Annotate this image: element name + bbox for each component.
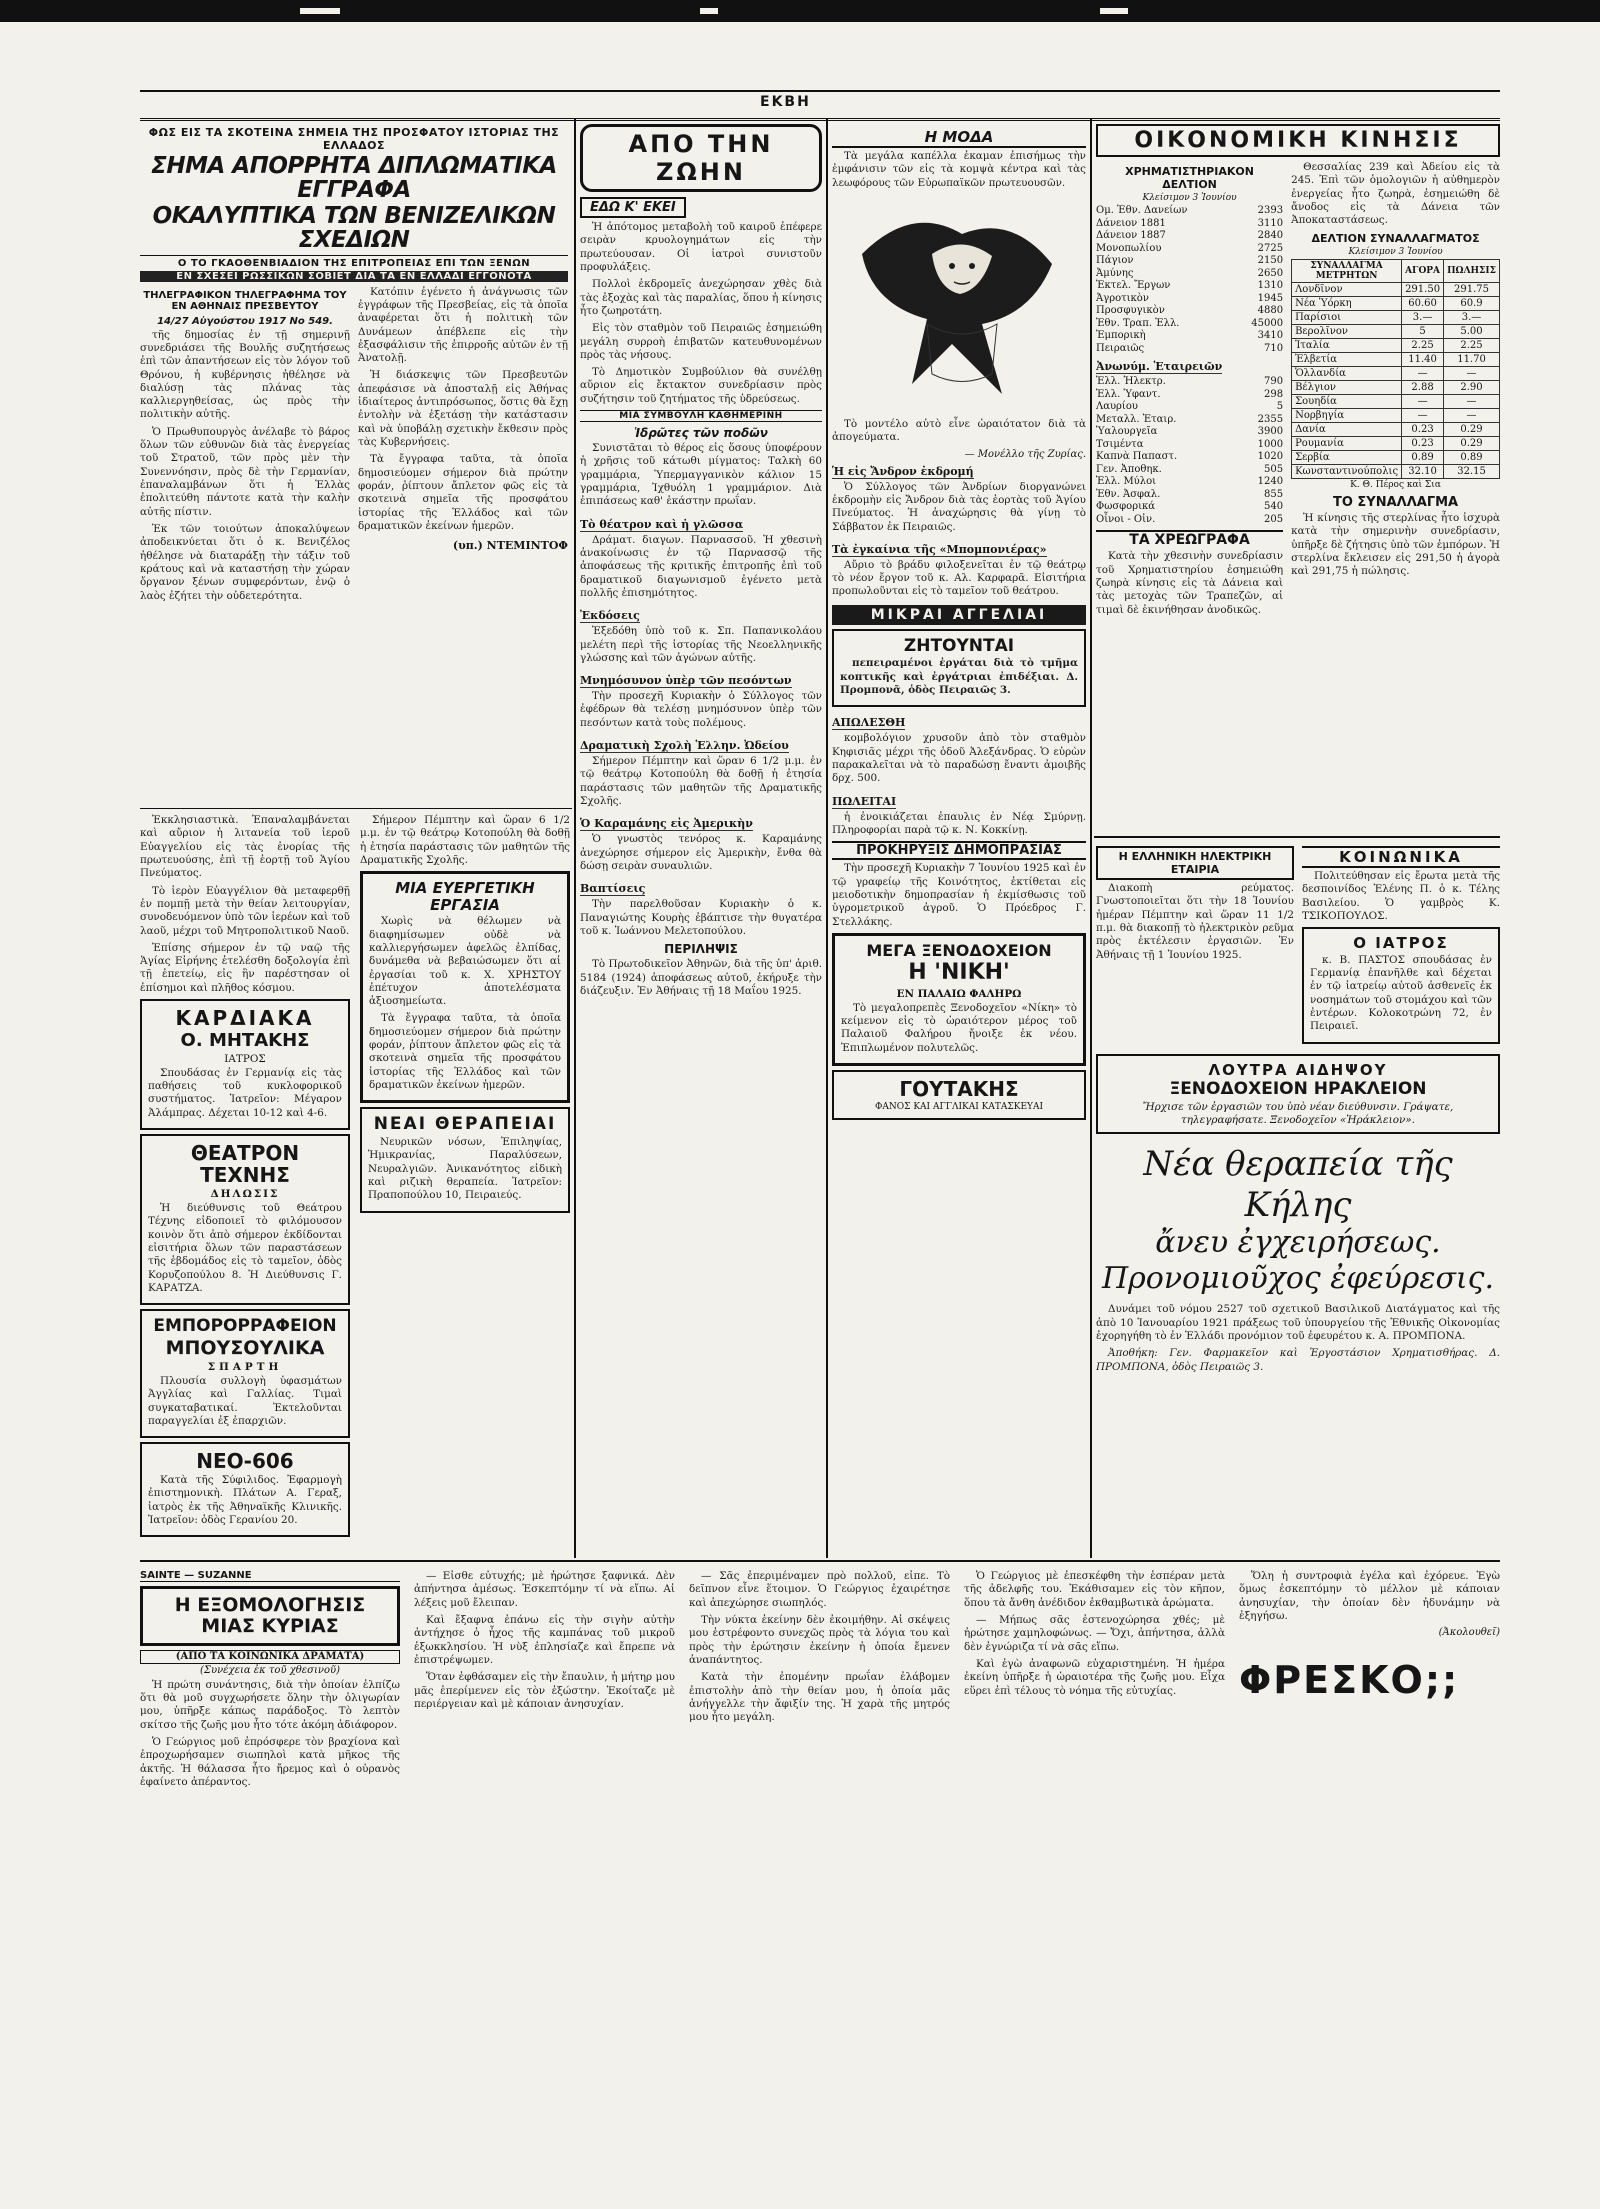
paragraph: — Εἶσθε εὐτυχής; μὲ ἠρώτησε ξαφνικά. Δὲν ἀπήντησα ἀμέσως. Ἐσκεπτόμην τί νὰ εἴπω. Αἱ λέξεις μοῦ ἔλειπαν. <box>414 1570 675 1609</box>
ad-title: Ο ΙΑΤΡΟΣ <box>1353 934 1449 953</box>
rate-row <box>1292 436 1500 450</box>
rate-value: 0.29 <box>1444 436 1500 450</box>
rate-row <box>1292 296 1500 310</box>
rate-row <box>1292 338 1500 352</box>
section-title: Μνημόσυνον ὑπὲρ τῶν πεσόντων <box>580 674 792 688</box>
small-ads-header <box>832 605 1086 625</box>
paragraph: Ὁ Πρωθυπουργὸς ἀνέλαβε τὸ βάρος ὅλων τῶν εὐθυνῶν διὰ τὰς ἐνεργείας τοῦ Στρατοῦ, τῶν πρὸς μὲν τὴν Συνεννόησιν, πρὸς δὲ τὴν Γερμανίαν, ἐπαναλαμβάνων ὅτι ἡ Ἑλλὰς ἐπολιτεύθη πάντοτε κατὰ τὴν καλὴν αὐτῆς πίστιν. <box>140 425 350 518</box>
bond-row: Δάνειον 1887 2840 <box>1096 230 1284 242</box>
feuilleton <box>140 1570 1500 2190</box>
rate-currency: Κωνσταντινούπολις <box>1292 464 1402 478</box>
paragraph: Καὶ ἐγὼ ἀναφωνῶ εὐχαριστημένη. Ἡ ἡμέρα ἐκείνη ὑπῆρξε ἡ ὡραιοτέρα τῆς ζωῆς μου. Εἶχα εὕρει ἐπὶ τέλους τὸ νόημα τῆς εὐτυχίας. <box>964 1657 1225 1697</box>
col-header: ΑΓΟΡΑ <box>1402 259 1444 282</box>
ad-text: Ἤρχισε τῶν ἐργασιῶν του ὑπὸ νέαν διεύθυνσιν. Γράψατε, τηλεγραφήσατε. Ξενοδοχεῖον «Ἡράκλειον». <box>1142 1100 1454 1126</box>
rate-currency: Ὁλλανδία <box>1292 366 1402 380</box>
ad-subtitle: ΔΗΛΩΣΙΣ <box>210 1188 280 1201</box>
dispatch-date: 14/27 Αὐγούστου 1917 Νο 549. <box>157 315 333 327</box>
col-header: ΠΩΛΗΣΙΣ <box>1444 259 1500 282</box>
share-row: Μεταλλ. Ἑταιρ. 2355 <box>1096 413 1284 425</box>
feuilleton-sub: (ΑΠΟ ΤΑ ΚΟΙΝΩΝΙΚΑ ΔΡΑΜΑΤΑ) <box>140 1650 400 1665</box>
ad-shop <box>140 1309 350 1438</box>
rate-value: 32.15 <box>1444 464 1500 478</box>
paragraph: Τὸ ἱερὸν Εὐαγγέλιον θὰ μεταφερθῇ ἐν πομπῇ μετὰ τὴν θείαν λειτουργίαν, συνοδευόμενον ὑπὸ τῶν ἱερέων καὶ τοῦ λαοῦ, μέχρι τοῦ Μητροπολιτικοῦ Ναοῦ. <box>140 884 350 937</box>
bond-row: Μονοπωλίου 2725 <box>1096 242 1284 254</box>
paragraph: Τὴν προσεχῆ Κυριακὴν 7 Ἰουνίου 1925 καὶ ἐν τῷ γραφείῳ τῆς Κοινότητος, ἐκτίθεται εἰς μειοδοτικὴν δημοπρασίαν ἡ ἐκμίσθωσις τοῦ ὑγρομετρικοῦ ἀγροῦ. Ὁ Πρόεδρος Γ. Στελλάκης. <box>832 862 1086 928</box>
bond-row: Δάνειον 1881 3110 <box>1096 217 1284 229</box>
divider <box>1094 836 1500 838</box>
paragraph: Ὁ Γεώργιος μοῦ ἐπρόσφερε τὸν βραχίονα καὶ ἐπροχωρήσαμεν σιωπηλοὶ κατὰ μῆκος τῆς ἀκτῆς. Ἡ θάλασσα ἦτο ἤρεμος καὶ ὁ οὐρανὸς ἐφαίνετο ἀπέραντος. <box>140 1736 400 1788</box>
kicker: ΦΩΣ ΕΙΣ ΤΑ ΣΚΟΤΕΙΝΑ ΣΗΜΕΙΑ ΤΗΣ ΠΡΟΣΦΑΤΟΥ ΙΣΤΟΡΙΑΣ ΤΗΣ ΕΛΛΑΔΟΣ <box>148 126 560 152</box>
rate-row <box>1292 422 1500 436</box>
paragraph: Τὰ μεγάλα καπέλλα ἐκαμαν ἐπισήμως τὴν ἐμφάνισιν τῶν εἰς τὰ κομψὰ κέντρα καὶ τὰς λεωφόρους τῶν Εὐρωπαϊκῶν πρωτευουσῶν. <box>832 150 1086 189</box>
finance-section <box>1096 124 1500 834</box>
paragraph: Τὴν προσεχῆ Κυριακὴν ὁ Σύλλογος τῶν ἐφέδρων θὰ τελέσῃ μνημόσυνον ὑπὲρ τῶν πεσόντων κατὰ τοὺς πολέμους. <box>580 690 822 729</box>
lead-article <box>140 124 568 804</box>
ad-text: πεπειραμένοι ἐργάται διὰ τὸ τμῆμα κοπτικῆς καὶ ἐργάτριαι ἐπιδέξιαι. Δ. Προμπονᾶ, ὁδὸς Πειραιῶς 3. <box>840 657 1078 697</box>
section-head: ΜΙΑ ΣΥΜΒΟΥΛΗ ΚΑΘΗΜΕΡΙΝΗ <box>580 410 822 422</box>
paragraph: Συνιστᾶται τὸ θέρος εἰς ὅσους ὑποφέρουν ἡ χρῆσις τοῦ κάτωθι μίγματος: Ταλκὴ 60 γραμμάρια, Ὑπερμαγγανικὸν κάλιον 15 γραμμάρια, Ἰχθυόλη 1 γραμμάριον. Διὰ ἐπιπάσεως καθ' ἑκάστην πρωΐαν. <box>580 442 822 508</box>
column-3 <box>832 124 1086 1554</box>
rate-row <box>1292 380 1500 394</box>
bond-row: Ἐμπορικὴ 3410 <box>1096 330 1284 342</box>
bond-row: Πάγιον 2150 <box>1096 255 1284 267</box>
paragraph: Ἡ διάσκεψις τῶν Πρεσβευτῶν ἀπεφάσισε νὰ ἀποσταλῇ εἰς Ἀθήνας ἰδιαίτερος ἀντιπρόσωπος, ὅστις θὰ ἔχῃ ἐντολὴν νὰ ἐξετάσῃ τὴν κατάστασιν καὶ νὰ ὑποβάλῃ σχετικὴν ἔκθεσιν πρὸς τὰς Κυβερνήσεις. <box>358 369 568 448</box>
fashion-sign: — Μονέλλο τῆς Ζυρίας. <box>964 448 1086 460</box>
ad-title: ΑΠΩΛΕΣΘΗ <box>832 716 906 730</box>
column-head: ΕΔΩ Κ' ΕΚΕΙ <box>580 197 686 218</box>
ad-title: ΜΕΓΑ ΞΕΝΟΔΟΧΕΙΟΝ <box>866 940 1052 960</box>
banner-title: ΟΙΚΟΝΟΜΙΚΗ ΚΙΝΗΣΙΣ <box>1134 128 1462 153</box>
ad-text: Πλουσία συλλογὴ ὑφασμάτων Ἀγγλίας καὶ Γαλλίας. Τιμαὶ συγκαταβατικαί. Ἐκτελοῦνται παραγγελίαι ἐξ ἐπαρχιῶν. <box>148 1374 342 1427</box>
rates-body <box>1292 282 1500 478</box>
section-title: Ἱδρῶτες τῶν ποδῶν <box>634 426 768 441</box>
rate-value: 291.75 <box>1444 282 1500 296</box>
paragraph: Ἐκ τῶν τοιούτων ἀποκαλύψεων ἀποδεικνύεται ὅτι ὁ κ. Βενιζέλος ἠθέλησε νὰ διαταράξῃ τὴν τάξιν τοῦ κράτους καὶ νὰ καταστήσῃ τὴν χώραν ὄργανον ξένων συμφερόντων, ἐνῷ ὁ λαὸς ἐζήτει τὴν οὐδετερότητα. <box>140 522 350 602</box>
paragraph: Ὅταν ἐφθάσαμεν εἰς τὴν ἔπαυλιν, ἡ μήτηρ μου μᾶς ἐπερίμενεν εἰς τὸν ἐξώστην. Ἐκοίταζε μὲ περιέργειαν καὶ μὲ κάποιαν ἀνησυχίαν. <box>414 1671 675 1710</box>
rate-value: — <box>1402 408 1444 422</box>
feuilleton-column <box>964 1570 1225 2190</box>
ad-title: ΠΩΛΕΙΤΑΙ <box>832 794 897 808</box>
share-row: Ὑαλουργεῖα 3900 <box>1096 426 1284 438</box>
feuilleton-author: SAINTE — SUZANNE <box>140 1570 400 1582</box>
subhead-2: ΕΝ ΣΧΕΣΕΙ ΡΩΣΣΙΚΩΝ ΣΟΒΙΕΤ ΔΙΑ ΤΑ ΕΝ ΕΛΛΑΔΙ ΕΓΓΟΝΟΤΑ <box>140 271 568 282</box>
paragraph: Ἐξεδόθη ὑπὸ τοῦ κ. Σπ. Παπανικολάου μελέτη περὶ τῆς ἱστορίας τῆς Νεοελληνικῆς γλώσσης καὶ τῶν ἀγώνων αὐτῆς. <box>580 625 822 664</box>
rates-head: ΔΕΛΤΙΟΝ ΣΥΝΑΛΛΑΓΜΑΤΟΣ <box>1311 231 1480 245</box>
rate-value: 0.23 <box>1402 422 1444 436</box>
column-rule <box>1090 118 1092 1558</box>
rate-currency: Λονδῖνον <box>1292 282 1402 296</box>
section-title: Ὁ Καραμάνης εἰς Ἀμερικὴν <box>580 817 753 831</box>
rates-sign: Κ. Θ. Πέρος καὶ Σια <box>1350 479 1441 490</box>
paragraph: — Μήπως σᾶς ἐστενοχώρησα χθές; μὲ ἠρώτησε χαμηλοφώνως. — Ὄχι, ἀπήντησα, ἀλλὰ δὲν ἐγνώριζα τί νὰ σᾶς εἴπω. <box>964 1613 1225 1653</box>
rate-value: — <box>1444 394 1500 408</box>
ad-hotel <box>832 933 1086 1066</box>
column-1b-lower <box>360 814 570 1554</box>
feuilleton-column <box>414 1570 675 2190</box>
ad-therapy <box>360 1107 570 1212</box>
rate-row <box>1292 366 1500 380</box>
paragraph: Αὔριο τὸ βράδυ φιλοξενεῖται ἐν τῷ θεάτρῳ τὸ νέον ἔργον τοῦ κ. Αλ. Καρφαρᾶ. Εἰσιτήρια προπωλοῦνται εἰς τὸ ταμεῖον τοῦ θεάτρου. <box>832 558 1086 598</box>
column-rule <box>826 118 828 1558</box>
ad-title: Νέα θεραπεία τῆς Κήλης <box>1143 1143 1453 1225</box>
feuilleton-column <box>1239 1570 1500 2190</box>
rate-currency: Παρίσιοι <box>1292 310 1402 324</box>
bond-row: Ἐκτελ. Ἔργων 1310 <box>1096 280 1284 292</box>
paragraph: Ἐπίσης σήμερον ἐν τῷ ναῷ τῆς Ἁγίας Εἰρήνης ἐτελέσθη δοξολογία ἐπὶ τῇ ἐπετείῳ, εἰς ἣν παρέστησαν οἱ ἐπίσημοι καὶ πλῆθος κόσμου. <box>140 941 350 994</box>
paragraph: Ὁ Σύλλογος τῶν Ἀνδρίων διοργανώνει ἐκδρομὴν εἰς Ἄνδρον διὰ τὰς ἑορτὰς τοῦ Ἁγίου Πνεύματος. Ἡ ἀναχώρησις θὰ γίνῃ τὸ Σάββατον ἐκ Πειραιῶς. <box>832 480 1086 533</box>
feuilleton-title: Η ΕΞΟΜΟΛΟΓΗΣΙΣ ΜΙΑΣ ΚΥΡΙΑΣ <box>174 1594 366 1637</box>
ad-name: ΜΠΟΥΣΟΥΛΙΚΑ <box>165 1336 325 1359</box>
rate-value: 0.89 <box>1444 450 1500 464</box>
paragraph: Ὁ Γεώργιος μὲ ἐπεσκέφθη τὴν ἑσπέραν μετὰ τῆς ἀδελφῆς του. Ἐκάθισαμεν εἰς τὸν κῆπον, ὅπου τὰ ἄνθη ἀνέδιδον ἐκθαμβωτικὰ ἀρώματα. <box>964 1570 1225 1609</box>
paragraph: Καὶ ἔξαφνα ἐπάνω εἰς τὴν σιγὴν αὐτὴν ἀντήχησε ὁ ἦχος τῆς καμπάνας τοῦ μικροῦ ἐξωκκλησίου. Ἡ νὺξ ἐπλησίαζε καὶ ἔπρεπε νὰ ἐπιστρέψωμεν. <box>414 1613 675 1666</box>
rate-currency: Βέλγιον <box>1292 380 1402 394</box>
subhead: Ο ΤΟ ΓΚΑΟΘΕΝΒΙΑΔΙΟΝ ΤΗΣ ΕΠΙΤΡΟΠΕΙΑΣ ΕΠΙ ΤΩΝ ΞΕΝΩΝ <box>140 255 568 269</box>
rate-row <box>1292 352 1500 366</box>
section-title: Βαπτίσεις <box>580 882 646 896</box>
bourse-head: ΧΡΗΜΑΤΙΣΤΗΡΙΑΚΟΝ ΔΕΛΤΙΟΝ <box>1125 165 1254 191</box>
paragraph: τῆς δημοσίας ἐν τῇ σημερινῇ συνεδριάσει τῆς Βουλῆς συζητήσεως ἐπὶ τῶν ἀπαντήσεων εἰς τὸν λόγον τοῦ Θρόνου, ἡ κυβέρνησις ἠθέλησε νὰ διαλύσῃ τὰς πλάνας τὰς καλλιεργηθείσας, ὡς πρὸς τὴν πολιτικὴν αὐτῆς. <box>140 328 350 421</box>
rate-row <box>1292 408 1500 422</box>
column-2 <box>580 124 822 1554</box>
ad-hernia <box>1096 1144 1500 1374</box>
fx-head: ΤΟ ΣΥΝΑΛΛΑΓΜΑ <box>1332 495 1459 511</box>
ad-text: Κατὰ τῆς Σύφιλιδος. Ἐφαρμογὴ ἐπιστημονικὴ. Πλάτων Α. Γεραξ, ἰατρὸς ἐκ τῆς Ἀθηναϊκῆς Κλινικῆς. Ἰατρεῖον: ὁδὸς Γερανίου 20. <box>148 1474 342 1527</box>
rate-value: 2.25 <box>1402 338 1444 352</box>
column-1-lower <box>140 814 350 1554</box>
paragraph: Ὁ γνωστὸς τενόρος κ. Καραμάνης ἀνεχώρησε σήμερον εἰς Ἀμερικὴν, ἔνθα θὰ δώσῃ σειρὰν συναυλιῶν. <box>580 833 822 872</box>
ad-text: Ἡ διεύθυνσις τοῦ Θεάτρου Τέχνης εἰδοποιεῖ τὸ φιλόμουσον κοινὸν ὅτι ἀπὸ σήμερον ἐκδίδονται εἰσιτήρια ὅλων τῶν παραστάσεων τῆς ἑβδομάδος εἰς τὸ ταμεῖον, ὁδὸς Κορυζοπούλου 8. Ἡ Διεύθυνσις Γ. ΚΑΡΑΤΖΑ. <box>148 1202 342 1294</box>
paragraph: Θεσσαλίας 239 καὶ Ἀδείου εἰς τὰ 245. Ἐπὶ τῶν ὁμολογιῶν ἡ αὐθημερὸν ἐνεργείας ἦτο ζωηρὰ, ἐσημειώθη δὲ ἄνοδος εἰς τὰ Δάνεια τῶν Ἀποκαταστάσεως. <box>1291 161 1500 227</box>
paragraph: Κατὰ τὴν ἐπομένην πρωΐαν ἐλάβομεν ἐπιστολὴν ἀπὸ τὴν θείαν μου, ἡ ὁποία μᾶς ἀνήγγελλε τὴν ἄφιξίν της. Ἡ χαρὰ τῆς μητρός μου ἦτο μεγάλη. <box>689 1671 950 1724</box>
feuilleton-column <box>140 1570 400 2190</box>
ad-title-3: Προνομιοῦχος ἐφεύρεσις. <box>1101 1261 1495 1297</box>
column-rule <box>574 118 576 1558</box>
ad-title: ΚΑΡΔΙΑΚΑ <box>175 1006 315 1031</box>
ad-name: Η 'ΝΙΚΗ' <box>908 960 1010 986</box>
paragraph: Τὴν παρελθοῦσαν Κυριακὴν ὁ κ. Παναγιώτης Κουρὴς ἐβάπτισε τὴν θυγατέρα τοῦ κ. Ἰωάννου Μελετοπούλου. <box>580 898 822 937</box>
rate-currency: Ἰταλία <box>1292 338 1402 352</box>
rate-currency: Σερβία <box>1292 450 1402 464</box>
rate-value: 0.29 <box>1444 422 1500 436</box>
masthead-rule <box>140 90 1500 121</box>
ad-text: κ. Β. ΠΑΣΤΟΣ σπουδάσας ἐν Γερμανίᾳ ἐπανῆλθε καὶ δέχεται ἐν τῷ ἰατρείῳ αὐτοῦ ἀσθενεῖς ἐκ νοσημάτων τοῦ στομάχου καὶ τῶν ἐντέρων. Κολοκοτρώνη 72, ἐν Πειραιεῖ. <box>1310 953 1492 1033</box>
rate-value: 291.50 <box>1402 282 1444 296</box>
ad-text-2: Τὰ ἔγγραφα ταῦτα, τὰ ὁποῖα δημοσιεύομεν σήμερον διὰ πρώτην φοράν, ῥίπτουν ἄπλετον φῶς εἰς τὰ σκοτεινὰ σημεῖα τῆς προσφάτου ἱστορίας τῆς Ἑλλάδος καὶ τῶν δραματικῶν ἐκείνων ἡμερῶν. <box>369 1012 561 1091</box>
rate-row <box>1292 450 1500 464</box>
rate-value: 5.00 <box>1444 324 1500 338</box>
share-row: Καπνὰ Παπαστ. 1020 <box>1096 451 1284 463</box>
paper-name: ΕΚΒΗ <box>760 94 811 110</box>
ad-sign: Ἀποθήκη: Γεν. Φαρμακεῖον καὶ Ἐργοστάσιον Χρηματισθήρας. Δ. ΠΡΟΜΠΟΝΑ, ὁδὸς Πειραιῶς 3. <box>1096 1347 1500 1373</box>
paragraph: Τὸ μοντέλο αὐτὸ εἶνε ὡραιότατον διὰ τὰ ἀπογεύματα. <box>832 417 1086 444</box>
feuilleton-column <box>689 1570 950 2190</box>
rate-value: 0.23 <box>1402 436 1444 450</box>
paragraph: Εἰς τὸν σταθμὸν τοῦ Πειραιῶς ἐσημειώθη μεγάλη συρροὴ ἐπιβατῶν κατευθυνομένων πρὸς τὰς νήσους. <box>580 322 822 361</box>
ad-text: Νευρικῶν νόσων, Ἐπιληψίας, Ἡμικρανίας, Παραλύσεων, Νευραλγιῶν. Ἀνικανότητος εἰδικὴ καὶ ριζικὴ θεραπεία. Ἰατρεῖον: Πραποπούλου 10, Πειραιεύς. <box>368 1136 562 1202</box>
section-title: Ἐκδόσεις <box>580 609 640 623</box>
rate-row <box>1292 464 1500 478</box>
rate-currency: Δανία <box>1292 422 1402 436</box>
ad-text: Δυνάμει τοῦ νόμου 2527 τοῦ σχετικοῦ Βασιλικοῦ Διατάγματος καὶ τῆς ἀπὸ 10 Ἰανουαρίου 1921 πράξεως τοῦ ὑπουργείου τῆς Ἐθνικῆς Οἰκονομίας ἐχορηγήθη τὸ ἐν Ἑλλάδι προνόμιον τοῦ ἐφευρέτου κ. Α. ΠΡΟΜΠΟΝΑ. <box>1096 1303 1500 1343</box>
paragraph: Ἐκκλησιαστικὰ. Ἐπαναλαμβάνεται καὶ αὔριον ἡ λιτανεία τοῦ ἱεροῦ Εὐαγγελίου εἰς τὰς ἐνορίας τῆς πρωτευούσης, ἐπὶ τῇ ἑορτῇ τοῦ Ἁγίου Πνεύματος. <box>140 814 350 880</box>
paragraph: Διακοπὴ ρεύματος. Γνωστοποιεῖται ὅτι τὴν 18 Ἰουνίου ἡμέραν Πέμπτην καὶ ὥραν 11 1/2 π.μ. θὰ διακοπῇ τὸ ἠλεκτρικὸν ρεῦμα πρὸς ἐκτέλεσιν ἐργασιῶν. Ἐν Ἀθήναις τῇ 1 Ἰουνίου 1925. <box>1096 882 1294 961</box>
bond-row: Προσφυγικὸν 4880 <box>1096 305 1284 317</box>
ad-shoes <box>832 1070 1086 1120</box>
fashion-head: Η ΜΟΔΑ <box>832 128 1086 148</box>
paragraph: Κατόπιν ἐγένετο ἡ ἀνάγνωσις τῶν ἐγγράφων τῆς Πρεσβείας, εἰς τὰ ὁποῖα ἀναφέρεται ὅτι ἡ πολιτικὴ τῶν Δυνάμεων ἀπέβλεπε εἰς τὴν ἐξασφάλισιν τῆς ἐπιρροῆς αὐτῶν ἐν τῇ Ἀνατολῇ. <box>358 285 568 365</box>
share-row: Τσιμέντα 1000 <box>1096 438 1284 450</box>
share-row: Ἑλλ. Μύλοι 1240 <box>1096 476 1284 488</box>
section-title: Δραματικὴ Σχολὴ Ἑλλην. Ὠδείου <box>580 739 789 753</box>
bond-row: Πειραιῶς 710 <box>1096 342 1284 354</box>
banner-title: ΑΠΟ ΤΗΝ ΖΩΗΝ <box>628 130 774 186</box>
ad-theatre <box>140 1134 350 1305</box>
share-row: Ἐθν. Ἀσφαλ. 855 <box>1096 488 1284 500</box>
ad-ergasia <box>360 871 570 1103</box>
rate-value: 60.9 <box>1444 296 1500 310</box>
bond-row: Ἀμύνης 2650 <box>1096 267 1284 279</box>
paragraph: Πολιτεύθησαν εἰς ἔρωτα μετὰ τῆς δεσποινίδος Ἑλένης Π. ὁ κ. Τέλης Βασιλείου. Ὁ γαμβρὸς Κ. ΤΣΙΚΟΠΟΥΛΟΣ. <box>1302 870 1500 922</box>
ad-text: Χωρὶς νὰ θέλωμεν νὰ διαφημίσωμεν οὐδὲ νὰ καλλιεργήσωμεν ἀφελῶς ἐλπίδας, δυνάμεθα νὰ βεβαιώσωμεν ὅτι αἱ ἐργασίαι τοῦ κ. Χ. ΧΡΗΣΤΟΥ ἐπέτυχον ἀποτελέσματα ἀξιοσημείωτα. <box>369 915 561 1008</box>
rate-value: — <box>1444 408 1500 422</box>
paragraph: Τὸ Πρωτοδικεῖον Ἀθηνῶν, διὰ τῆς ὑπ' ἀριθ. 5184 (1924) ἀποφάσεως αὐτοῦ, ἐκήρυξε τὴν διάζευξιν. Ἐν Ἀθήναις τῇ 18 Μαΐου 1925. <box>580 958 822 997</box>
section-title: Τὰ ἐγκαίνια τῆς «Μπομπονιέρας» <box>832 542 1047 556</box>
paragraph: Ἡ κίνησις τῆς στερλίνας ἦτο ἰσχυρὰ κατὰ τὴν σημερινὴν συνεδρίασιν, ὑπῆρξε δὲ ζήτησις ὑπὸ τῶν ἐμπόρων. Ἡ στερλίνα ἔκλεισεν εἰς 291,50 ἡ ἀγορὰ καὶ 291,75 ἡ πώλησις. <box>1291 512 1500 578</box>
column-4-lower <box>1096 842 1500 1554</box>
ad-name: Ο. ΜΗΤΑΚΗΣ <box>180 1030 310 1052</box>
paragraph: Σήμερον Πέμπτην καὶ ὥραν 6 1/2 μ.μ. ἐν τῷ θεάτρῳ Κοτοπούλη θὰ δοθῇ ἡ ἐτησία παράστασις τῶν μαθητῶν τῆς Δραματικῆς Σχολῆς. <box>580 755 822 807</box>
paragraph: Τὸ Δημοτικὸν Συμβούλιον θὰ συνέλθῃ αὔριον εἰς ἔκτακτον συνεδρίασιν πρὸς συζήτησιν τοῦ ζητήματος τῆς ὑδρεύσεως. <box>580 366 822 405</box>
paragraph: Ἡ πρώτη συνάντησις, διὰ τὴν ὁποίαν ἐλπίζω ὅτι θὰ μοῦ συγχωρήσετε ὅλην τὴν ὀλιγωρίαν μου, ὑπῆρξε κάπως παράδοξος. Τὸ λεπτὸν σκίτσο τῆς ζωῆς μου ἦτο τότε ἀκόμη ἀδιάφορον. <box>140 1678 400 1731</box>
divider <box>140 808 572 809</box>
share-row: Φωσφορικά 540 <box>1096 501 1284 513</box>
top-black-band <box>0 0 1600 22</box>
bourse-date: Κλείσιμον 3 Ἰουνίου <box>1142 193 1237 203</box>
section-title: Τὸ θέατρον καὶ ἡ γλῶσσα <box>580 517 744 531</box>
ad-baths <box>1096 1054 1500 1134</box>
feuilleton-cont: (Συνέχεια ἐκ τοῦ χθεσινοῦ) <box>200 1665 340 1677</box>
paragraph: Δράματ. διαγων. Παρνασσοῦ. Ἡ χθεσινὴ ἀνακοίνωσις ἐν τῷ Παρνασσῷ τῆς ἀποφάσεως τῆς κριτικῆς ἐπιτροπῆς ἐπὶ τοῦ δραματικοῦ διαγωνισμοῦ ἐγένετο μετὰ πολλῆς ἐπισημότητος. <box>580 533 822 599</box>
rate-value: 3.— <box>1444 310 1500 324</box>
share-row: Ἑλλ. Ἠλεκτρ. 790 <box>1096 376 1284 388</box>
ad-title: ΘΕΑΤΡΟΝ ΤΕΧΝΗΣ <box>190 1141 300 1188</box>
paragraph: Τὰ ἔγγραφα ταῦτα, τὰ ὁποῖα δημοσιεύομεν σήμερον διὰ πρώτην φοράν, ῥίπτουν ἄπλετον φῶς εἰς τὰ σκοτεινὰ σημεῖα τῆς προσφάτου ἱστορίας τῆς Ἑλλάδος καὶ τῶν δραματικῶν ἐκείνων ἡμερῶν. <box>358 453 568 532</box>
rate-value: 2.88 <box>1402 380 1444 394</box>
ad-title: ΛΟΥΤΡΑ ΑΙΔΗΨΟΥ <box>1208 1060 1388 1079</box>
rate-value: — <box>1444 366 1500 380</box>
shares-head: Ἀνωνύμ. Ἑταιρειῶν <box>1096 360 1223 374</box>
bond-row: Ομ. Ἐθν. Δανείων 2393 <box>1096 205 1284 217</box>
rate-currency: Νέα Ὑόρκη <box>1292 296 1402 310</box>
ad-title-2: ἄνευ ἐγχειρήσεως. <box>1155 1225 1441 1261</box>
rate-value: 32.10 <box>1402 464 1444 478</box>
paragraph: Κατὰ τὴν χθεσινὴν συνεδρίασιν τοῦ Χρηματιστηρίου ἐσημειώθη ζωηρὰ κίνησις εἰς τὰ Δάνεια καὶ τὰς μετοχὰς τῶν Τραπεζῶν, αἱ τιμαὶ δὲ ἐκινήθησαν ἀνοδικῶς. <box>1096 550 1284 616</box>
bonds-list <box>1096 205 1283 355</box>
ad-doctor <box>1302 927 1500 1043</box>
ad-title: ΝΕΟ-606 <box>196 1449 294 1474</box>
bond-row: Ἐθν. Τραπ. Ἑλλ. 45000 <box>1096 317 1284 329</box>
paragraph: Πολλοὶ ἐκδρομεῖς ἀνεχώρησαν χθὲς διὰ τὰς ἐξοχὰς καὶ τὰς παραλίας, ὅπου ἡ κίνησις ἦτο ζωηροτάτη. <box>580 278 822 317</box>
byline: (υπ.) ΝΤΕΜΙΝΤΟΦ <box>452 539 568 553</box>
fresko-title: ΦΡΕΣΚΟ;; <box>1239 1658 1460 1703</box>
share-row: Οἶνοι - Οἰν. 205 <box>1096 513 1284 525</box>
col-header: ΣΥΝΑΛΛΑΓΜΑ ΜΕΤΡΗΤΩΝ <box>1292 259 1402 282</box>
rates-date: Κλείσιμον 3 Ἰουνίου <box>1348 246 1443 257</box>
ad-name: ΓΟΥΤΑΚΗΣ <box>899 1076 1019 1101</box>
paragraph: — Σᾶς ἐπεριμέναμεν πρὸ πολλοῦ, εἶπε. Τὸ δεῖπνον εἶνε ἕτοιμον. Ὁ Γεώργιος ἐχαιρέτησε καὶ ἀπεχώρησε σιωπηλός. <box>689 1570 950 1609</box>
rate-value: 60.60 <box>1402 296 1444 310</box>
headline: ΣΗΜΑ ΑΠΟΡΡΗΤΑ ΔΙΠΛΩΜΑΤΙΚΑ ΕΓΓΡΑΦΑ <box>151 153 557 204</box>
ad-title: ΜΙΑ ΕΥΕΡΓΕΤΙΚΗ ΕΡΓΑΣΙΑ <box>395 879 535 914</box>
hat-illustration <box>832 194 1086 414</box>
rate-currency: Νορβηγία <box>1292 408 1402 422</box>
rate-value: 0.89 <box>1402 450 1444 464</box>
auction-head: ΠΡΟΚΗΡΥΞΙΣ ΔΗΜΟΠΡΑΣΙΑΣ <box>832 841 1086 860</box>
headline-2: ΟΚΑΛΥΠΤΙΚΑ ΤΩΝ ΒΕΝΙΖΕΛΙΚΩΝ ΣΧΕΔΙΩΝ <box>152 203 556 254</box>
ad-title: ΕΜΠΟΡΟΡΡΑΦΕΙΟΝ <box>153 1316 337 1337</box>
rate-row <box>1292 282 1500 296</box>
bonds-head: ΤΑ ΧΡΕΩΓΡΑΦΑ <box>1096 530 1283 548</box>
ad-wanted <box>832 629 1086 708</box>
bond-row: Ἀγροτικὸν 1945 <box>1096 292 1284 304</box>
ad-neo606 <box>140 1442 350 1537</box>
rate-value: 2.25 <box>1444 338 1500 352</box>
ad-text: ἡ ἐνοικιάζεται ἐπαυλις ἐν Νέᾳ Σμύρνῃ. Πληροφορίαι παρὰ τῷ κ. Ν. Κοκκίνῃ. <box>832 810 1086 836</box>
ad-name: ΞΕΝΟΔΟΧΕΙΟΝ ΗΡΑΚΛΕΙΟΝ <box>1169 1079 1427 1100</box>
rate-value: — <box>1402 366 1444 380</box>
share-row: Λαυρίου 5 <box>1096 401 1284 413</box>
feuilleton-next: (Ἀκολουθεῖ) <box>1438 1627 1500 1639</box>
share-row: Ἑλλ. Ὑφαντ. 298 <box>1096 388 1284 400</box>
finance-banner <box>1096 124 1500 157</box>
rate-row <box>1292 310 1500 324</box>
rate-row <box>1292 324 1500 338</box>
social-head: ΚΟΙΝΩΝΙΚΑ <box>1302 846 1500 868</box>
rate-value: 11.40 <box>1402 352 1444 366</box>
section-rule <box>140 1560 1500 1562</box>
rate-value: 3.— <box>1402 310 1444 324</box>
rate-currency: Βερολῖνον <box>1292 324 1402 338</box>
rate-currency: Σουηδία <box>1292 394 1402 408</box>
ad-text: Τὸ μεγαλοπρεπὲς Ξενοδοχεῖον «Νίκη» τὸ κείμενον εἰς τὸ ὡραιότερον μέρος τοῦ Παλαιοῦ Φαλήρου ἤνοιξε ἐκ νέου. Ἐπιπλωμένον πολυτελῶς. <box>841 1001 1077 1054</box>
paragraph: Σήμερον Πέμπτην καὶ ὥραν 6 1/2 μ.μ. ἐν τῷ θεάτρῳ Κοτοπούλη θὰ δοθῇ ἡ ἐτησία παράστασις τῶν μαθητῶν τῆς Δραματικῆς Σχολῆς. <box>360 814 570 866</box>
paragraph: Ἡ ἀπότομος μεταβολὴ τοῦ καιροῦ ἐπέφερε σειρὰν κρυολογημάτων εἰς τὴν πρωτεύουσαν. Οἱ ἰατροὶ συνιστοῦν προφυλάξεις. <box>580 221 822 273</box>
shares-list <box>1096 376 1283 526</box>
ad-cardiology <box>140 999 350 1130</box>
ad-text: κομβολόγιον χρυσοῦν ἀπὸ τὸν σταθμὸν Κηφισιᾶς μέχρι τῆς ὁδοῦ Ἀλεξάνδρας. Ὁ εὑρὼν παρακαλεῖται νὰ τὸ παραδώσῃ ἔναντι ἀμοιβῆς δρχ. 500. <box>832 732 1086 785</box>
feuilleton-title-box <box>140 1586 400 1646</box>
paragraph: Τὴν νύκτα ἐκείνην δὲν ἐκοιμήθην. Αἱ σκέψεις μου ἐστρέφοντο συνεχῶς πρὸς τὰ λόγια του καὶ πρὸς τὴν ἐρώτησιν ἐκείνην ἡ ὁποία ἔμενεν ἀναπάντητος. <box>689 1613 950 1666</box>
section-title: Ἡ εἰς Ἄνδρον ἐκδρομή <box>832 464 974 478</box>
ad-text: Σπουδάσας ἐν Γερμανίᾳ εἰς τὰς παθήσεις τοῦ κυκλοφορικοῦ συστήματος. Ἰατρεῖον: Μέγαρον Ἀλάμπρας. Δέχεται 10-12 καὶ 4-6. <box>148 1066 342 1119</box>
dispatch-title: ΤΗΛΕΓΡΑΦΙΚΟΝ ΤΗΛΕΓΡΑΦΗΜΑ ΤΟΥ ΕΝ ΑΘΗΝΑΙΣ ΠΡΕΣΒΕΥΤΟΥ <box>143 289 347 312</box>
rate-value: 2.90 <box>1444 380 1500 394</box>
small-ads-title: ΜΙΚΡΑΙ ΑΓΓΕΛΙΑΙ <box>870 606 1048 623</box>
rate-value: 11.70 <box>1444 352 1500 366</box>
ad-text: ΦΑΝΟΣ ΚΑΙ ΑΓΓΛΙΚΑΙ ΚΑΤΑΣΚΕΥΑΙ <box>874 1101 1044 1112</box>
rate-value: 5 <box>1402 324 1444 338</box>
rate-value: — <box>1402 394 1444 408</box>
rate-currency: Ἑλβετία <box>1292 352 1402 366</box>
ad-city: ΣΠΑΡΤΗ <box>207 1360 283 1373</box>
ad-title: ΝΕΑΙ ΘΕΡΑΠΕΙΑΙ <box>373 1114 557 1135</box>
ad-role: ΙΑΤΡΟΣ <box>224 1052 266 1065</box>
section-title: ΠΕΡΙΛΗΨΙΣ <box>664 942 738 957</box>
power-head: Η ΕΛΛΗΝΙΚΗ ΗΛΕΚΤΡΙΚΗ ΕΤΑΙΡΙΑ <box>1096 846 1294 880</box>
rates-table <box>1291 259 1500 479</box>
rate-row <box>1292 394 1500 408</box>
rate-currency: Ρουμανία <box>1292 436 1402 450</box>
paragraph: Ὅλη ἡ συντροφιὰ ἐγέλα καὶ ἐχόρευε. Ἐγὼ ὅμως ἐσκεπτόμην τὸ μέλλον μὲ κάποιαν ἀνησυχίαν, τὴν ὁποίαν δὲν ἠδυνάμην νὰ ἐξηγήσω. <box>1239 1570 1500 1622</box>
share-row: Γεν. Ἀποθηκ. 505 <box>1096 463 1284 475</box>
ad-title: ΖΗΤΟΥΝΤΑΙ <box>903 635 1015 656</box>
ad-location: ΕΝ ΠΑΛΑΙΩ ΦΑΛΗΡΩ <box>896 987 1022 1000</box>
